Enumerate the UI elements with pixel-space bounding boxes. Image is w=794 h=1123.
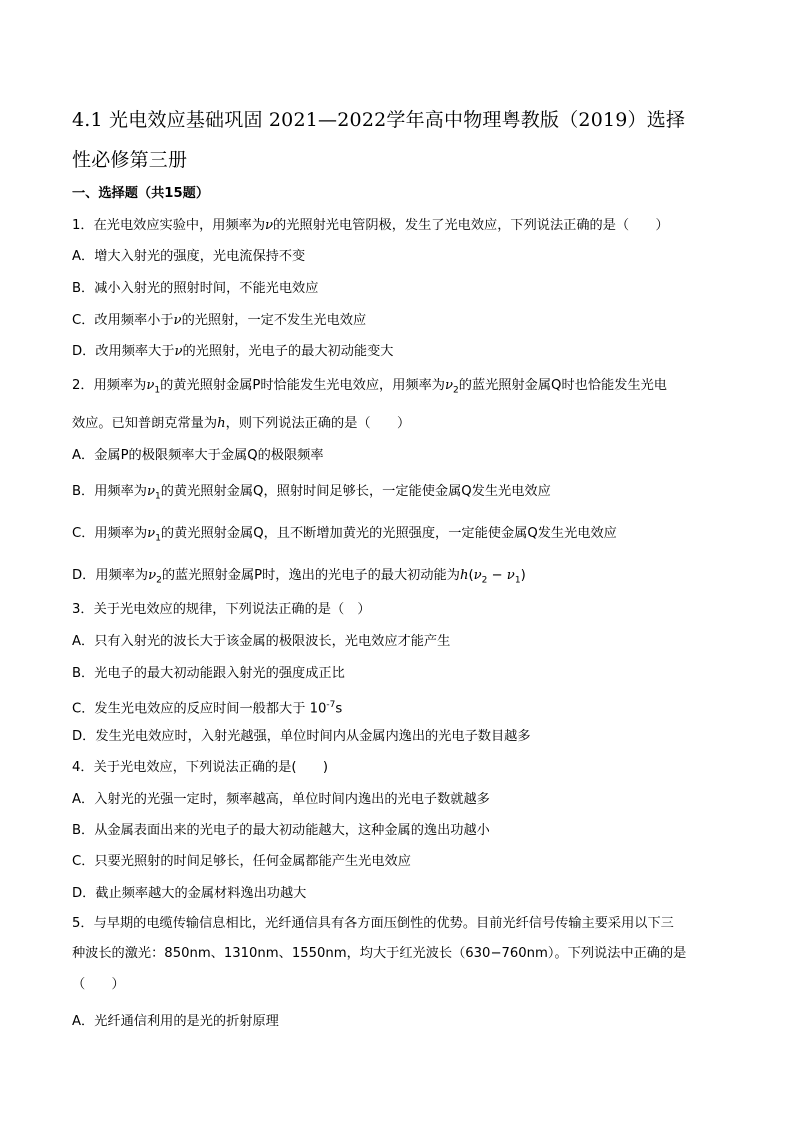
q2-d-formula-nu1: ν xyxy=(506,568,515,583)
q2-d-formula-rp: ) xyxy=(520,568,526,583)
q5-option-a: A．光纤通信利用的是光的折射原理 xyxy=(72,1014,279,1029)
q1-option-a: A．增大入射光的强度，光电流保持不变 xyxy=(72,249,306,264)
q1-d-a: D．改用频率大于 xyxy=(72,344,175,359)
q1-c-nu: ν xyxy=(173,313,182,328)
q2-stem-line1 xyxy=(72,376,732,401)
q2-c-nu: ν xyxy=(147,526,156,541)
q3-option-a: A．只有入射光的波长大于该金属的极限波长，光电效应才能产生 xyxy=(72,634,451,649)
q2-d-formula-lp: ( xyxy=(468,568,474,583)
q4-option-b: B．从金属表面出来的光电子的最大初动能越大，这种金属的逸出功越小 xyxy=(72,823,490,838)
q1-option-d xyxy=(72,342,732,362)
q4-stem: 4．关于光电效应，下列说法正确的是( ) xyxy=(72,760,329,775)
q5-stem-line3: （ ） xyxy=(72,977,125,992)
q2-c-b: 的黄光照射金属Q，且不断增加黄光的光照强度，一定能使金属Q发生光电效应 xyxy=(160,526,617,541)
q2-nu1: ν xyxy=(146,378,155,393)
q5-stem-line1: 5．与早期的电缆传输信息相比，光纤通信具有各方面压倒性的优势。目前光纤信号传输主要采用以下三 xyxy=(72,916,674,931)
q2-d-nu: ν xyxy=(148,568,157,583)
q1-stem-a: 1．在光电效应实验中，用频率为 xyxy=(72,218,266,233)
q1-d-nu: ν xyxy=(174,344,183,359)
q4-option-d: D．截止频率越大的金属材料逸出功越大 xyxy=(72,886,307,901)
q3-option-c xyxy=(72,695,732,719)
q2-c-a: C．用频率为 xyxy=(72,526,148,541)
title-line-1: 4.1 光电效应基础巩固 2021—2022学年高中物理粤教版（2019）选择 xyxy=(72,109,686,131)
q2-d-b: 的蓝光照射金属P时，逸出的光电子的最大初动能为 xyxy=(161,568,460,583)
q1-c-a: C．改用频率小于 xyxy=(72,313,174,328)
q2-b-b: 的黄光照射金属Q，照射时间足够长，一定能使金属Q发生光电效应 xyxy=(160,484,551,499)
q2-d-sub: 2 xyxy=(156,575,162,586)
q2-s1-c: 的蓝光照射金属Q时也恰能发生光电 xyxy=(458,378,667,393)
q1-option-b: B．减小入射光的照射时间，不能光电效应 xyxy=(72,281,319,296)
q1-nu: ν xyxy=(265,218,274,233)
q2-sub1: 1 xyxy=(154,385,161,396)
q1-c-b: 的光照射，一定不发生光电效应 xyxy=(181,313,367,328)
document-title xyxy=(72,100,722,180)
q3-option-d: D．发生光电效应时，入射光越强，单位时间内从金属内逸出的光电子数目越多 xyxy=(72,729,531,744)
q2-s2-a: 效应。已知普朗克常量为 xyxy=(72,416,218,431)
q2-h: h xyxy=(217,416,226,431)
q2-d-formula-sub2: 2 xyxy=(481,575,488,586)
section-heading: 一、选择题（共15题） xyxy=(72,186,210,201)
q5-stem-line2: 种波长的激光：850nm、1310nm、1550nm，均大于红光波长（630−760nm）。下列说法中正确的是 xyxy=(72,946,687,961)
q2-b-nu: ν xyxy=(146,484,156,499)
q1-d-b: 的光照射，光电子的最大初动能变大 xyxy=(182,344,394,359)
q2-b-a: B．用频率为 xyxy=(72,484,147,499)
q3-c-a: C．发生光电效应的反应时间一般都大于 10 xyxy=(72,701,327,717)
q4-option-a: A．入射光的光强一定时，频率越高，单位时间内逸出的光电子数就越多 xyxy=(72,792,490,807)
q2-d-formula-nu2: ν xyxy=(473,568,482,583)
q1-stem-b: 的光照射光电管阴极，发生了光电效应，下列说法正确的是（ ） xyxy=(273,218,669,233)
q2-d-formula-h: h xyxy=(459,568,469,583)
q2-option-d xyxy=(72,566,732,591)
q4-option-c: C．只要光照射的时间足够长，任何金属都能产生光电效应 xyxy=(72,854,411,869)
q2-b-sub: 1 xyxy=(155,491,161,502)
q2-option-b xyxy=(72,482,732,507)
q2-sub2: 2 xyxy=(453,385,459,396)
q2-d-formula-sub1: 1 xyxy=(514,575,521,586)
q1-stem xyxy=(72,216,732,236)
q3-option-b: B．光电子的最大初动能跟入射光的强度成正比 xyxy=(72,666,345,681)
q2-nu2: ν xyxy=(444,378,454,393)
q2-d-a: D．用频率为 xyxy=(72,568,149,583)
q1-option-c xyxy=(72,311,732,331)
q3-stem: 3．关于光电效应的规律，下列说法正确的是（ ） xyxy=(72,602,371,617)
q2-option-c xyxy=(72,524,732,549)
q3-c-b: s xyxy=(335,701,343,717)
q2-d-formula-minus: − xyxy=(487,568,507,583)
q2-c-sub: 1 xyxy=(155,533,161,544)
q3-c-sup: -7 xyxy=(326,700,336,710)
q2-s2-b: ，则下列说法正确的是（ ） xyxy=(225,416,411,431)
title-line-2: 性必修第三册 xyxy=(72,149,188,171)
q2-s1-a: 2．用频率为 xyxy=(72,378,147,393)
q2-stem-line2 xyxy=(72,414,732,434)
q2-option-a: A．金属P的极限频率大于金属Q的极限频率 xyxy=(72,448,324,463)
q2-s1-b: 的黄光照射金属P时恰能发生光电效应，用频率为 xyxy=(160,378,445,393)
